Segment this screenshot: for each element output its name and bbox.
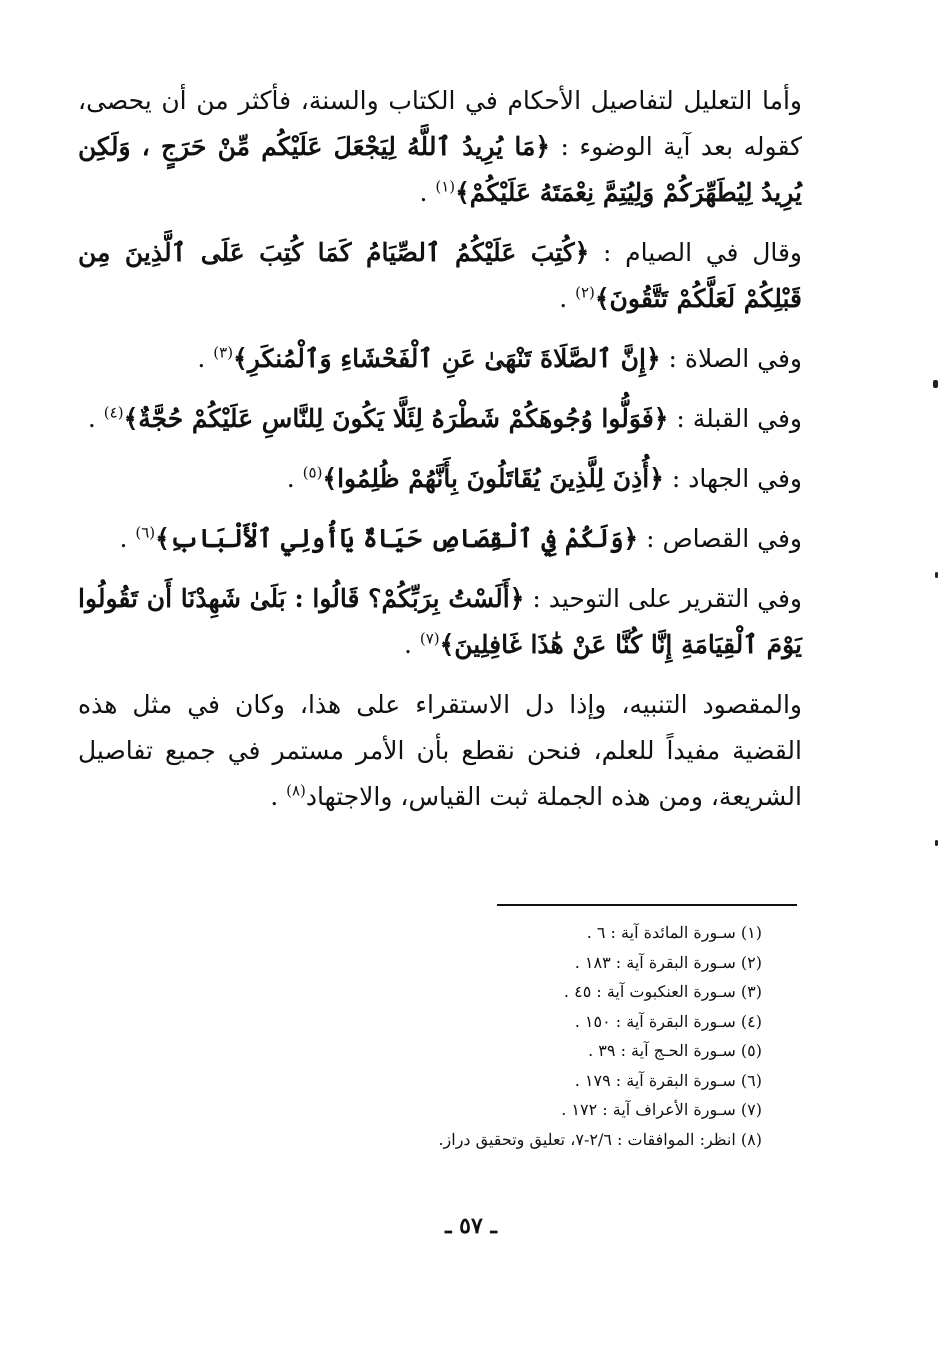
paragraph (78, 456, 802, 502)
paragraph (78, 396, 802, 442)
footnote-ref: (٤) (103, 403, 124, 422)
page-number: ـ ٥٧ ـ (445, 1213, 497, 1239)
paragraph-text: وفي التقرير على التوحيد : (524, 584, 802, 613)
paragraph-text: وفي القصاص : (638, 524, 802, 553)
quran-verse: ﴿أُذِنَ لِلَّذِينَ يُقَاتَلُونَ بِأَنَّهُمْ ظُلِمُوا﴾ (322, 464, 664, 493)
paragraph-tail: . (119, 524, 136, 553)
footnote: (٧) سـورة الأعراف آية : ١٧٢ . (561, 1100, 762, 1119)
scan-edge-mark (933, 380, 938, 388)
footnote-ref: (٢) (575, 283, 595, 302)
quran-verse: ﴿مَا يُرِيدُ ٱللَّهُ لِيَجْعَلَ عَلَيْكُم مِّنْ حَرَجٍ ، وَلَكِن يُرِيدُ لِيُطَهِّرَكُمْ وَلِيُتِمَّ نِعْمَتَهُ عَلَيْكُمْ﴾ (78, 132, 802, 207)
paragraph-tail: . (419, 178, 436, 207)
paragraph (78, 78, 802, 216)
footnote-ref: (٥) (302, 463, 323, 482)
footnote-ref: (٨) (286, 781, 306, 800)
paragraph-tail: . (87, 404, 104, 433)
scan-edge-mark (935, 572, 938, 578)
paragraph-tail: . (270, 782, 287, 811)
paragraph-text: وفي القبلة : (668, 404, 802, 433)
footnote-ref: (٣) (213, 343, 234, 362)
footnotes (300, 918, 762, 1154)
paragraph (78, 336, 802, 382)
footnote-separator (497, 904, 797, 906)
paragraph-text: وفي الجهاد : (663, 464, 802, 493)
footnote: (١) سـورة المائدة آية : ٦ . (586, 923, 762, 942)
quran-verse: ﴿أَلَسْتُ بِرَبِّكُمْ؟ قَالُوا : بَلَىٰ شَهِدْنَا أَن تَقُولُوا يَوْمَ ٱلْقِيَامَةِ إِنَّا كُنَّا عَنْ هَٰذَا غَافِلِينَ﴾ (78, 584, 802, 659)
footnote: (٣) سـورة العنكبوت آية : ٤٥ . (563, 982, 762, 1001)
paragraph-tail: . (286, 464, 303, 493)
paragraph (78, 682, 802, 820)
paragraph (78, 230, 802, 322)
footnote-ref: (٦) (135, 523, 156, 542)
footnote: (٦) سـورة البقرة آية : ١٧٩ . (574, 1070, 762, 1090)
main-text (78, 78, 802, 834)
paragraph-tail: . (403, 630, 420, 659)
scan-edge-mark (935, 840, 938, 846)
quran-verse: ﴿وَلَكُمْ فِي ٱلْقِصَاصِ حَيَاةٌ يَاأُولِي ٱلْأَلْبَابِ﴾ (155, 524, 639, 553)
paragraph-tail: . (559, 284, 576, 313)
footnote-ref: (١) (435, 177, 456, 196)
paragraph-text: والمقصود التنبيه، وإذا دل الاستقراء على هذا، وكان في مثل هذه القضية مفيداً للعلم، فنحن نقطع بأن الأمر مستمر في جميع تفاصيل الشريعة، ومن هذه الجملة ثبت القياس، والاجتهاد (78, 690, 802, 811)
paragraph-text: وفي الصلاة : (660, 344, 802, 373)
quran-verse: ﴿إِنَّ ٱلصَّلَاةَ تَنْهَىٰ عَنِ ٱلْفَحْشَاءِ وَٱلْمُنكَرِ﴾ (233, 344, 661, 373)
paragraph-tail: . (197, 344, 214, 373)
footnote: (٢) سـورة البقرة آية : ١٨٣ . (574, 952, 762, 972)
paragraph-text: وقال في الصيام : (589, 238, 803, 267)
paragraph (78, 576, 802, 668)
paragraph-text: وأما التعليل لتفاصيل الأحكام في الكتاب والسنة، فأكثر من أن يحصى، كقوله بعد آية الوضوء : (78, 86, 802, 161)
paragraph (78, 516, 802, 562)
footnote-ref: (٧) (419, 629, 440, 648)
footnote: (٥) سـورة الحـج آية : ٣٩ . (588, 1041, 762, 1060)
footnote: (٨) انظر: الموافقات : ٢/٦-٧، تعليق وتحقيق دراز. (438, 1129, 762, 1149)
quran-verse: ﴿كُتِبَ عَلَيْكُمُ ٱلصِّيَامُ كَمَا كُتِبَ عَلَى ٱلَّذِينَ مِن قَبْلِكُمْ لَعَلَّكُمْ تَتَّقُونَ﴾ (78, 238, 802, 313)
quran-verse: ﴿فَوَلُّوا وُجُوهَكُمْ شَطْرَهُ لِئَلَّا يَكُونَ لِلنَّاسِ عَلَيْكُمْ حُجَّةٌ﴾ (123, 404, 669, 433)
footnote: (٤) سـورة البقرة آية : ١٥٠ . (574, 1011, 762, 1031)
